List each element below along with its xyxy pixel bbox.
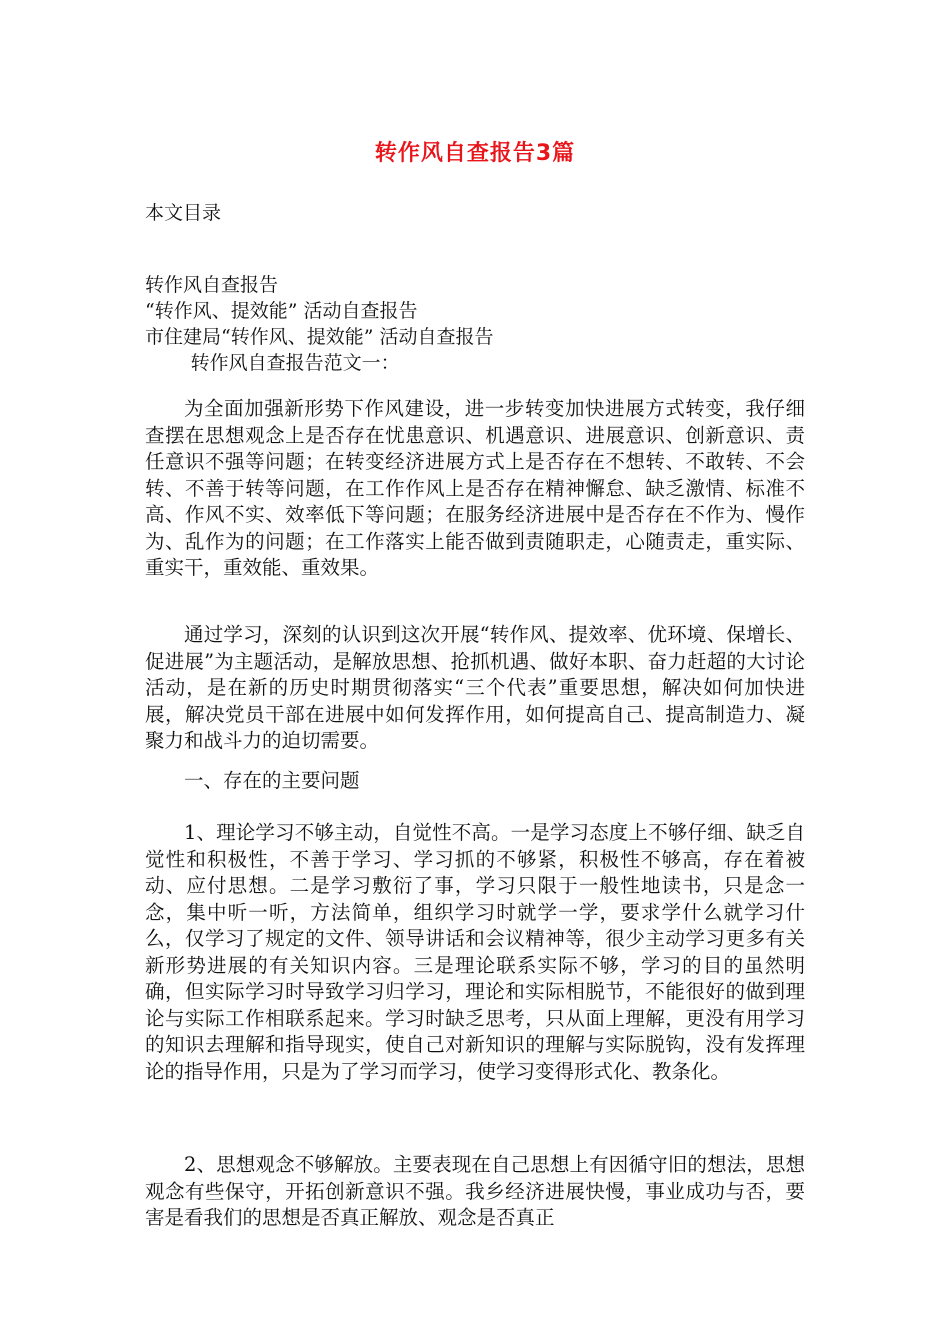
section-subheading: 一、存在的主要问题 xyxy=(184,769,360,792)
document-title: 转作风自查报告3篇 xyxy=(374,141,576,166)
toc-item[interactable]: 转作风自查报告 xyxy=(145,274,279,296)
toc-label: 本文目录 xyxy=(145,202,222,224)
body-paragraph: 通过学习，深刻的认识到这次开展“转作风、提效率、优环境、保增长、促进展”为主题活动，是解放思想、抢抓机遇、做好本职、奋力赶超的大讨论活动，是在新的历史时期贯彻落实“三个代表”重要思想，解决如何加快进展，解决党员干部在进展中如何发挥作用，如何提高自己、提高制造力、凝聚力和战斗力的迫切需要。 xyxy=(145,623,805,752)
body-paragraph: 为全面加强新形势下作风建设，进一步转变加快进展方式转变，我仔细查摆在思想观念上是否存在忧患意识、机遇意识、进展意识、创新意识、责任意识不强等问题；在转变经济进展方式上是否存在不想转、不敢转、不会转、不善于转等问题，在工作作风上是否存在精神懈怠、缺乏激情、标准不高、作风不实、效率低下等问题；在服务经济进展中是否存在不作为、慢作为、乱作为的问题；在工作落实上能否做到责随职走，心随责走，重实际、重实干，重效能、重效果。 xyxy=(145,397,805,579)
body-paragraph: 2、思想观念不够解放。主要表现在自己思想上有因循守旧的想法，思想观念有些保守，开拓创新意识不强。我乡经济进展快慢，事业成功与否，要害是看我们的思想是否真正解放、观念是否真正 xyxy=(145,1153,805,1229)
toc-item[interactable]: “转作风、提效能” 活动自查报告 xyxy=(145,300,418,322)
body-paragraph: 1、理论学习不够主动，自觉性不高。一是学习态度上不够仔细、缺乏自觉性和积极性，不善于学习、学习抓的不够紧，积极性不够高，存在着被动、应付思想。二是学习敷衍了事，学习只限于一般性地读书，只是念一念，集中听一听，方法简单，组织学习时就学一学，要求学什么就学习什么，仅学习了规定的文件、领导讲话和会议精神等，很少主动学习更多有关新形势进展的有关知识内容。三是理论联系实际不够，学习的目的虽然明确，但实际学习时导致学习归学习，理论和实际相脱节，不能很好的做到理论与实际工作相联系起来。学习时缺乏思考，只从面上理解，更没有用学习的知识去理解和指导现实，使自己对新知识的理解与实际脱钩，没有发挥理论的指导作用，只是为了学习而学习，使学习变得形式化、教条化。 xyxy=(145,821,805,1083)
table-of-contents xyxy=(145,272,805,376)
toc-item[interactable]: 市住建局“转作风、提效能” 活动自查报告 xyxy=(145,326,494,348)
section-heading: 转作风自查报告范文一： xyxy=(190,352,400,374)
